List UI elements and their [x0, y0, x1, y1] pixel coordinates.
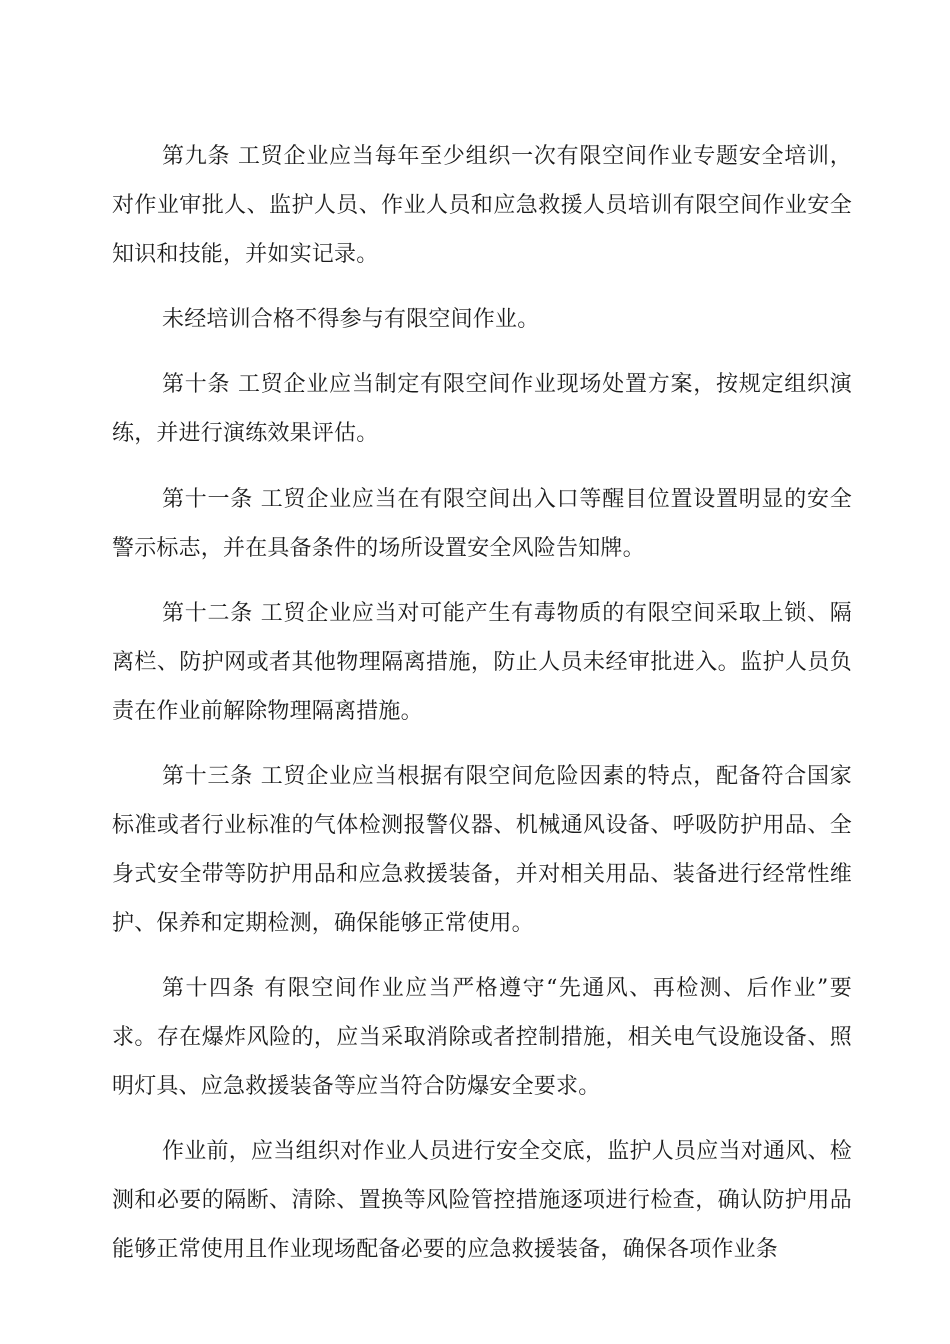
paragraph-article-9: 第九条 工贸企业应当每年至少组织一次有限空间作业专题安全培训，对作业审批人、监护人员、作业人员和应急救援人员培训有限空间作业安全知识和技能，并如实记录。 — [112, 144, 852, 267]
paragraph-article-13: 第十三条 工贸企业应当根据有限空间危险因素的特点，配备符合国家标准或者行业标准的气体检测报警仪器、机械通风设备、呼吸防护用品、全身式安全带等防护用品和应急救援装备，并对相关用品、装备进行经常性维护、保养和定期检测，确保能够正常使用。 — [112, 763, 852, 936]
paragraph-article-10: 第十条 工贸企业应当制定有限空间作业现场处置方案，按规定组织演练，并进行演练效果评估。 — [112, 372, 852, 447]
paragraph-article-11: 第十一条 工贸企业应当在有限空间出入口等醒目位置设置明显的安全警示标志，并在具备条件的场所设置安全风险告知牌。 — [112, 486, 852, 561]
paragraph-article-14: 第十四条 有限空间作业应当严格遵守“先通风、再检测、后作业”要求。存在爆炸风险的，应当采取消除或者控制措施，相关电气设施设备、照明灯具、应急救援装备等应当符合防爆安全要求。 — [112, 976, 852, 1100]
paragraph-article-12: 第十二条 工贸企业应当对可能产生有毒物质的有限空间采取上锁、隔离栏、防护网或者其他物理隔离措施，防止人员未经审批进入。监护人员负责在作业前解除物理隔离措施。 — [112, 600, 852, 724]
document-body — [112, 132, 852, 1291]
paragraph-article-14-continued: 作业前，应当组织对作业人员进行安全交底，监护人员应当对通风、检测和必要的隔断、清除、置换等风险管控措施逐项进行检查，确认防护用品能够正常使用且作业现场配备必要的应急救援装备，确保各项作业条 — [112, 1139, 852, 1263]
paragraph-article-9-note: 未经培训合格不得参与有限空间作业。 — [162, 307, 540, 333]
